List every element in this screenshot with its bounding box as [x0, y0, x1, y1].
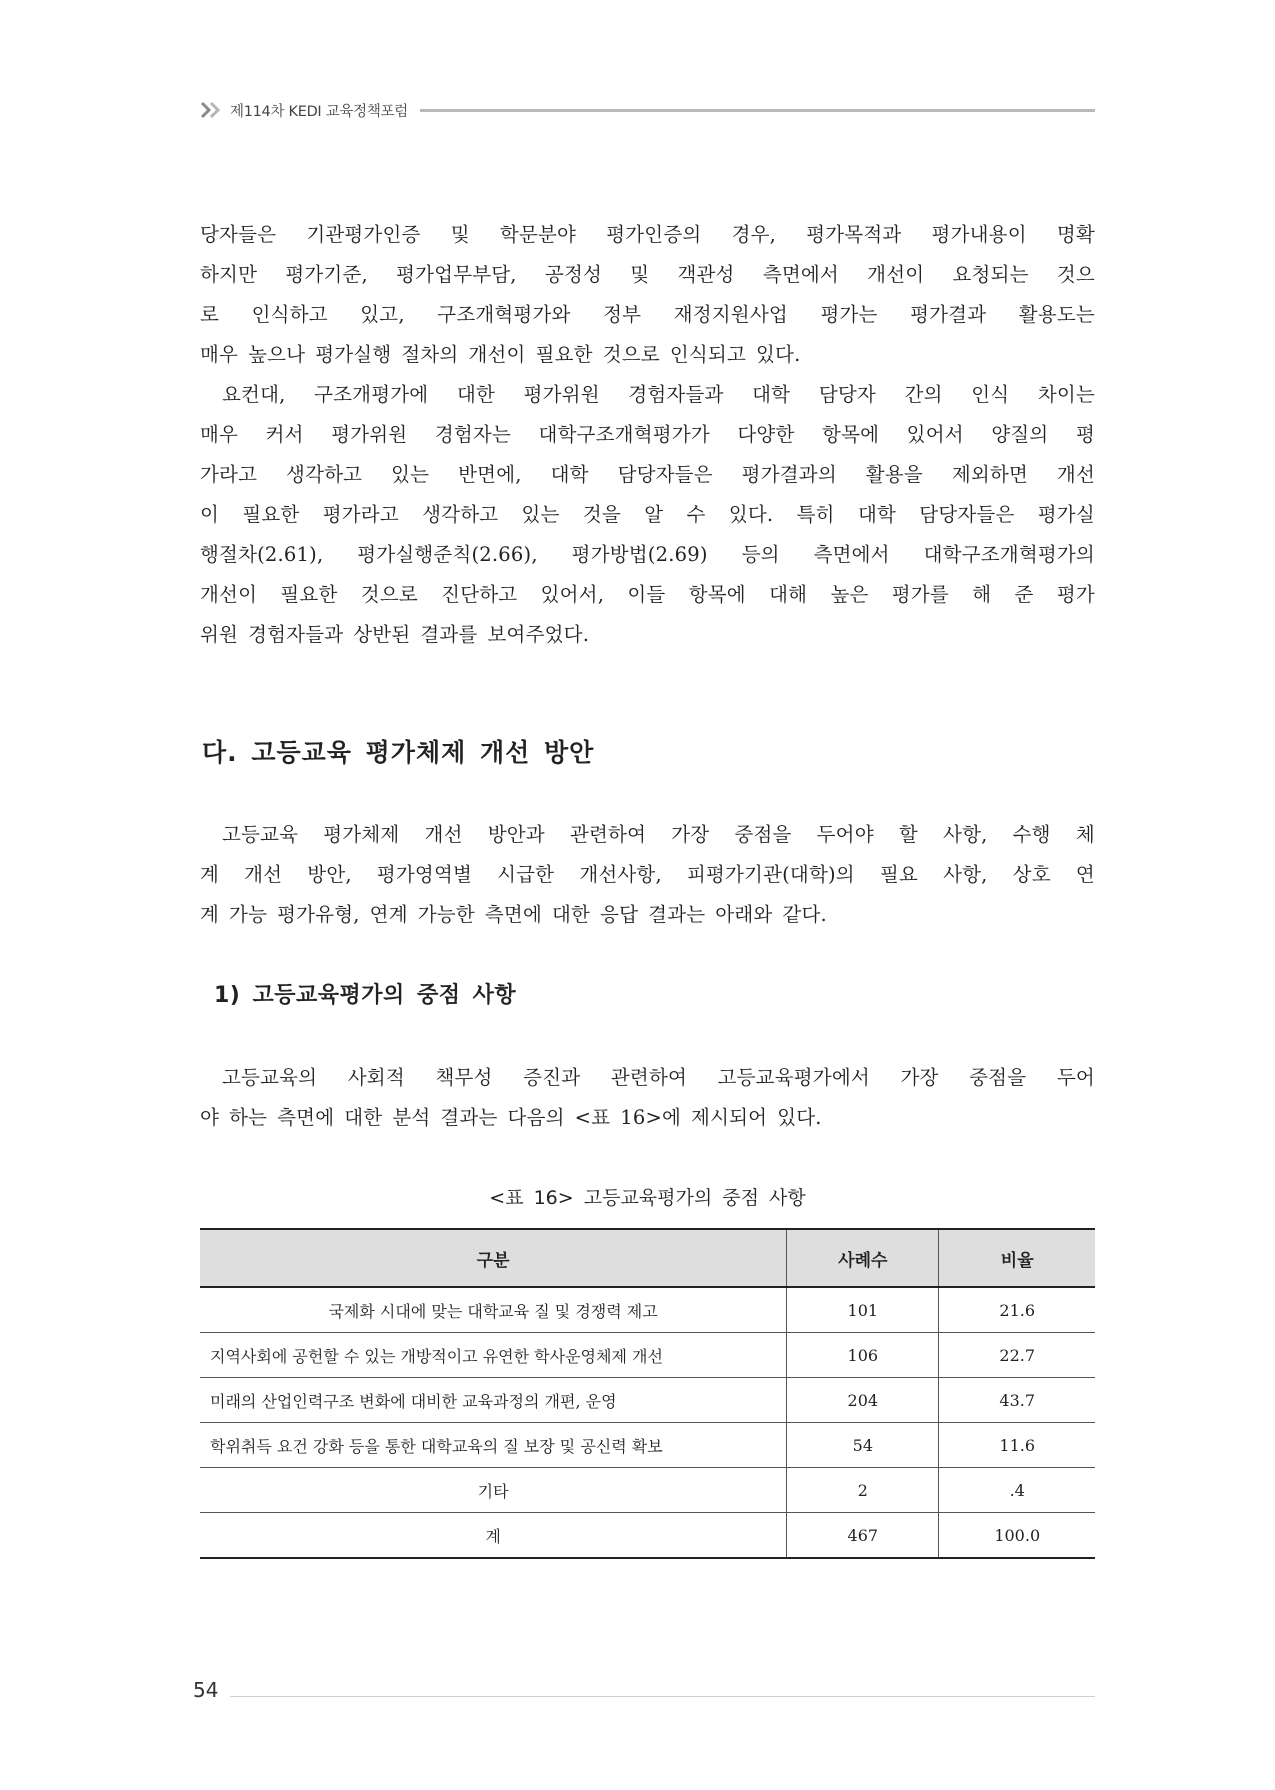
word: 평가 [1056, 583, 1095, 606]
header-title: 제114차 KEDI 교육정책포럼 [230, 103, 408, 120]
word: 필요한 [280, 583, 338, 606]
table-row [200, 1468, 1095, 1513]
word: 생각하고 [422, 503, 499, 526]
word: 분석 [392, 1106, 431, 1129]
word: 있는 [391, 463, 430, 486]
word: 측면에서 [762, 263, 839, 286]
word: 간의 [904, 383, 943, 406]
paragraph-line [200, 295, 1095, 335]
paragraph-line [200, 1058, 1095, 1098]
word: 대학 [752, 383, 791, 406]
word: 두어 [1056, 1066, 1095, 1089]
table-row [200, 1333, 1095, 1378]
word: 개선 [1056, 463, 1095, 486]
word: 평가내용이 [931, 223, 1027, 246]
word: 로 [200, 303, 220, 326]
word: 학문분야 [499, 223, 577, 246]
word: 활용도는 [1018, 303, 1095, 326]
word: 책무성 [435, 1066, 493, 1089]
word: 이 [200, 503, 220, 526]
row-ratio: 22.7 [939, 1333, 1095, 1378]
word: 결과는 [440, 1106, 498, 1129]
word: 두어야 [816, 823, 874, 846]
word: 및 [630, 263, 650, 286]
word: 평가실행 [315, 343, 392, 366]
word: 및 [450, 223, 470, 246]
word: 관련하여 [569, 823, 647, 846]
paragraph-line [200, 615, 1095, 655]
row-ratio: 21.6 [939, 1287, 1095, 1333]
word: 평가라고 [322, 503, 399, 526]
word: 평가는 [820, 303, 878, 326]
word: 대학 [550, 463, 589, 486]
word: 대해 [769, 583, 808, 606]
word: 해 [972, 583, 992, 606]
word: 평가실행준칙(2.66), [357, 543, 538, 566]
paragraph-line [200, 1098, 1095, 1138]
word: 평가인증의 [606, 223, 702, 246]
paragraph-line [200, 575, 1095, 615]
word: 항목에 [688, 583, 746, 606]
word: 있는 [521, 503, 560, 526]
word: 경험자는 [434, 423, 512, 446]
word: 인식하고 [251, 303, 328, 326]
word: 것으로 [602, 343, 660, 366]
word: 것으 [1056, 263, 1095, 286]
paragraph-line [200, 375, 1095, 415]
row-label: 지역사회에 공헌할 수 있는 개방적이고 유연한 학사운영체제 개선 [200, 1333, 787, 1378]
word: 응답 [600, 903, 639, 926]
word: 계 [200, 863, 220, 886]
header-category: 구분 [200, 1229, 787, 1287]
word: 높으나 [248, 343, 306, 366]
word: 수 [686, 503, 706, 526]
subsection-heading: 1) 고등교육평가의 중점 사항 [214, 983, 517, 1008]
word: 관련하여 [610, 1066, 688, 1089]
word: 증진과 [523, 1066, 581, 1089]
word: 평가결과 [910, 303, 987, 326]
word: 평가위원 [331, 423, 408, 446]
word: 개선 [424, 823, 463, 846]
word: 차이는 [1037, 383, 1095, 406]
table-row [200, 1287, 1095, 1333]
word: 인식되고 [669, 343, 747, 366]
paragraph-line [200, 455, 1095, 495]
word: 진단하고 [441, 583, 518, 606]
word: 평가체제 [323, 823, 400, 846]
word: 사항, [943, 823, 988, 846]
word: 측면에 [484, 903, 542, 926]
paragraph-line [200, 215, 1095, 255]
paragraph-line [200, 535, 1095, 575]
table-row [200, 1423, 1095, 1468]
word: 개선사항, [579, 863, 662, 886]
word: 이들 [627, 583, 666, 606]
word: 위원 [200, 623, 239, 646]
word: 특히 [796, 503, 835, 526]
word: 대학 [857, 503, 897, 526]
paragraph-2 [200, 375, 1095, 655]
paragraph-line [200, 255, 1095, 295]
word: 개선이 [200, 583, 258, 606]
word: 다양한 [737, 423, 795, 446]
word: 기관평가인증 [306, 223, 421, 246]
header-rule [420, 109, 1095, 112]
row-count: 467 [787, 1513, 939, 1559]
row-count: 101 [787, 1287, 939, 1333]
word: <표 [574, 1106, 611, 1129]
word: 고등교육평가에서 [717, 1066, 870, 1089]
word: 계 [200, 903, 220, 926]
word: 가장 [671, 823, 710, 846]
word: 결과를 [420, 623, 478, 646]
word: 야 [200, 1106, 220, 1129]
word: 사회적 [347, 1066, 405, 1089]
word: 있어서 [906, 423, 964, 446]
row-label: 국제화 시대에 맞는 대학교육 질 및 경쟁력 제고 [200, 1287, 787, 1333]
row-label: 미래의 산업인력구조 변화에 대비한 교육과정의 개편, 운영 [200, 1378, 787, 1423]
paragraph-line [200, 855, 1095, 895]
word: 알 [644, 503, 664, 526]
row-count: 54 [787, 1423, 939, 1468]
word: 구조개혁평가와 [437, 303, 571, 326]
word: 활용을 [865, 463, 923, 486]
row-count: 2 [787, 1468, 939, 1513]
page-footer [193, 1679, 1095, 1701]
row-count: 204 [787, 1378, 939, 1423]
word: 항목에 [822, 423, 880, 446]
paragraph-line [200, 335, 1095, 375]
word: 대한 [344, 1106, 383, 1129]
word: 제외하면 [951, 463, 1028, 486]
row-label: 기타 [200, 1468, 787, 1513]
row-ratio: .4 [939, 1468, 1095, 1513]
word: 담당자 [818, 383, 876, 406]
table-header-row [200, 1229, 1095, 1287]
header-ratio: 비율 [939, 1229, 1095, 1287]
word: 당자들은 [200, 223, 277, 246]
word: 개선 [244, 863, 283, 886]
word: 요컨대, [222, 383, 286, 406]
page-number: 54 [193, 1678, 219, 1702]
word: 담당자들은 [919, 503, 1015, 526]
word: 체 [1075, 823, 1095, 846]
word: 매우 [200, 423, 239, 446]
word: 보여주었다. [487, 623, 590, 646]
word: 경험자들과 [628, 383, 724, 406]
word: 가라고 [200, 463, 258, 486]
double-chevron-icon [200, 101, 222, 119]
word: 수행 [1012, 823, 1051, 846]
word: 측면에서 [813, 543, 890, 566]
word: 상반된 [353, 623, 411, 646]
word: 반면에, [458, 463, 522, 486]
word: 행절차(2.61), [200, 543, 324, 566]
row-label: 학위취득 요건 강화 등을 통한 대학교육의 질 보장 및 공신력 확보 [200, 1423, 787, 1468]
word: 평가방법(2.69) [571, 543, 708, 566]
paragraph-line [200, 415, 1095, 455]
word: 대학구조개혁평가가 [538, 423, 710, 446]
word: 공정성 [544, 263, 603, 286]
word: 아래와 [715, 903, 773, 926]
word: 평가목적과 [806, 223, 902, 246]
word: 피평가기관(대학)의 [686, 863, 855, 886]
word: 필요한 [535, 343, 593, 366]
word: 있어서, [540, 583, 605, 606]
word: 평가실 [1037, 503, 1095, 526]
word: 가능 [229, 903, 268, 926]
word: 정부 [603, 303, 642, 326]
word: 있다. [756, 343, 801, 366]
word: 방안과 [487, 823, 545, 846]
word: 양질의 [991, 423, 1049, 446]
word: 필요한 [242, 503, 300, 526]
word: 고등교육의 [222, 1066, 318, 1089]
word: 고등교육 [222, 823, 299, 846]
word: 사항, [943, 863, 988, 886]
word: 준 [1014, 583, 1034, 606]
word: 인식 [971, 383, 1010, 406]
footer-rule [230, 1696, 1095, 1697]
word: 높은 [830, 583, 869, 606]
table-total-row [200, 1513, 1095, 1559]
word: 재정지원사업 [673, 303, 788, 326]
word: 커서 [265, 423, 304, 446]
word: 구조개평가에 [314, 383, 429, 406]
paragraph-line [200, 895, 1095, 935]
section-heading: 다. 고등교육 평가체제 개선 방안 [202, 738, 595, 767]
word: 제시되어 [691, 1106, 768, 1129]
word: 경험자들과 [248, 623, 344, 646]
word: 하는 [229, 1106, 268, 1129]
word: 16>에 [620, 1106, 682, 1129]
row-ratio: 43.7 [939, 1378, 1095, 1423]
word: 결과는 [648, 903, 706, 926]
word: 할 [898, 823, 918, 846]
paragraph-3 [200, 815, 1095, 935]
word: 절차의 [401, 343, 459, 366]
word: 방안, [307, 863, 352, 886]
word: 명확 [1056, 223, 1095, 246]
word: 개선이 [867, 263, 925, 286]
word: 연계 [369, 903, 408, 926]
row-ratio: 100.0 [939, 1513, 1095, 1559]
word: 담당자들은 [617, 463, 713, 486]
word: 하지만 [200, 263, 258, 286]
word: 개선이 [468, 343, 526, 366]
data-table [200, 1228, 1095, 1559]
word: 중점을 [734, 823, 792, 846]
word: 있다. [728, 503, 774, 526]
running-header [200, 98, 1095, 122]
word: 연 [1075, 863, 1095, 886]
paragraph-1 [200, 215, 1095, 375]
word: 객관성 [677, 263, 735, 286]
word: 생각하고 [286, 463, 363, 486]
word: 평가를 [891, 583, 949, 606]
word: 가장 [900, 1066, 939, 1089]
word: 있고, [360, 303, 405, 326]
word: 다음의 [507, 1106, 565, 1129]
word: 평가유형, [277, 903, 360, 926]
word: 평가영역별 [376, 863, 473, 886]
word: 매우 [200, 343, 239, 366]
word: 경우, [731, 223, 777, 246]
word: 가능한 [417, 903, 475, 926]
header-count: 사례수 [787, 1229, 939, 1287]
word: 중점을 [969, 1066, 1027, 1089]
word: 평 [1075, 423, 1095, 446]
word: 필요 [879, 863, 919, 886]
word: 것으로 [360, 583, 418, 606]
word: 상호 [1012, 863, 1051, 886]
word: 평가기준, [285, 263, 368, 286]
word: 시급한 [497, 863, 555, 886]
table-caption: <표 16> 고등교육평가의 중점 사항 [489, 1187, 806, 1209]
word: 등의 [741, 543, 780, 566]
word: 평가결과의 [741, 463, 837, 486]
row-label: 계 [200, 1513, 787, 1559]
word: 것을 [582, 503, 621, 526]
row-count: 106 [787, 1333, 939, 1378]
row-ratio: 11.6 [939, 1423, 1095, 1468]
word: 있다. [777, 1106, 822, 1129]
word: 요청되는 [952, 263, 1029, 286]
word: 대한 [456, 383, 496, 406]
word: 평가위원 [523, 383, 600, 406]
paragraph-line [200, 815, 1095, 855]
table-row [200, 1378, 1095, 1423]
word: 대한 [552, 903, 591, 926]
paragraph-line [200, 495, 1095, 535]
word: 측면에 [277, 1106, 335, 1129]
paragraph-4 [200, 1058, 1095, 1138]
word: 평가업무부담, [396, 263, 517, 286]
word: 대학구조개혁평가의 [923, 543, 1095, 566]
word: 같다. [782, 903, 827, 926]
